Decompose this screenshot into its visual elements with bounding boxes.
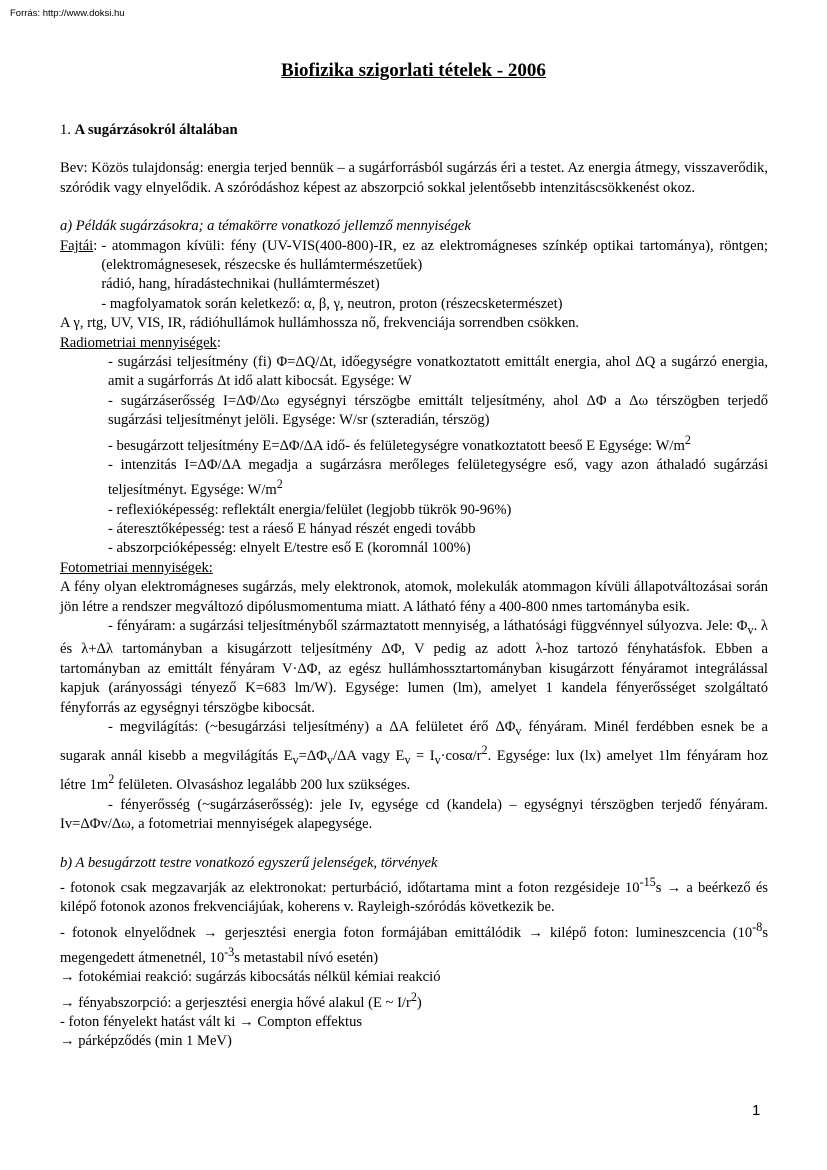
section-heading bbox=[60, 121, 768, 140]
types-list bbox=[101, 237, 768, 315]
list-item: - foton fényelekt hatást vált ki → Compton effektus bbox=[60, 1013, 363, 1030]
list-item: - sugárzáserősség I=ΔΦ/Δω egységnyi térszögbe emittált teljesítmény, ahol ΔΦ a Δω térszögben terjedő sugárzási teljesítményt jelöli. Egysége: W/sr (szteradián, térszög) bbox=[108, 392, 768, 429]
list-item: → fényabszorpció: a gerjesztési energia hővé alakul (E ~ $I/r^2$) bbox=[60, 989, 422, 1011]
radiometric-label: Radiometriai mennyiségek bbox=[60, 334, 217, 351]
page-title: Biofizika szigorlati tételek - 2006 bbox=[281, 60, 546, 81]
types-label: Fajtái bbox=[60, 237, 94, 254]
subsection-b-heading: b) A besugárzott testre vonatkozó egyszerű jelenségek, törvények bbox=[60, 854, 438, 871]
list-item: - fotonok csak megzavarják az elektronokat: perturbáció, időtartama mint a foton rezgésideje $10^{-15}s \to a$ beérkező és kilépő fotonok azonos frekvenciájúak, koherens v. Rayleigh-szóródás következik be. bbox=[60, 874, 768, 916]
list-item: → párképződés (min 1 MeV) bbox=[60, 1033, 232, 1050]
luminous-flux-paragraph: - fényáram: a sugárzási teljesítményből származtatott mennyiség, a láthatósági függvénnyel súlyozva. Jele: $\Phi_v$. λ és λ+Δλ tartományban a kisugárzott teljesítmény ΔΦ, V pedig az adott λ-hoz tartozó fényhatásfok. Ebben a tartományban az emittált fényáram V·ΔΦ, az egész hullámhossztartományban kisugárzott fényáramot integrálással kapjuk (arányossági tényező K=683 lm/W). Egysége: lumen (lm), amelyet 1 kandela fényerősséget szolgáltató fényforrás az egységnyi térszögbe kibocsát. bbox=[60, 618, 768, 716]
subsection-a-heading: a) Példák sugárzásokra; a témakörre vonatkozó jellemző mennyiségek bbox=[60, 218, 471, 235]
page-number: 1 bbox=[752, 1102, 761, 1119]
section-title: A sugárzásokról általában bbox=[74, 122, 238, 138]
illuminance-paragraph: - megvilágítás: (~besugárzási teljesítmény) a ΔA felületet érő $\Delta\Phi_v$ fényáram. Minél ferdébben esnek be a sugarak annál kisebb a megvilágítás $E_v=\Delta\Phi_v/\Delta A$ vagy $E_v = I_v\cdot\cos\alpha/r^2$. Egysége: lux (lx) amelyet 1lm fényáram hoz létre $1m^2$ felületen. Olvasáshoz legalább 200 lux szükséges. bbox=[60, 719, 768, 794]
list-item: - áteresztőképesség: test a ráeső E hányad részét engedi tovább bbox=[108, 521, 476, 538]
list-item: → fotokémiai reakció: sugárzás kibocsátás nélkül kémiai reakció bbox=[60, 969, 441, 986]
list-item: - intenzitás I=ΔΦ/ΔA megadja a sugárzásra merőleges felületegységre eső, vagy azon áthaladó sugárzási teljesítményt. Egysége: $W/m^2$ bbox=[108, 456, 768, 499]
list-item: - fotonok elnyelődnek → gerjesztési energia foton formájában emittálódik → kilépő foton: lumineszcencia ($10^{-8}s$ megengedett átmenetnél, $10^{-3}s$ metastabil nívó esetén) bbox=[60, 919, 768, 966]
document-body bbox=[60, 121, 768, 1052]
list-item: - abszorpcióképesség: elnyelt E/testre eső E (koromnál 100%) bbox=[108, 540, 471, 557]
photometric-heading: Fotometriai mennyiségek: bbox=[60, 559, 213, 576]
list-item: - magfolyamatok során keletkező: α, β, γ, neutron, proton (részecsketermészet) bbox=[101, 295, 563, 312]
list-item: - atommagon kívüli: fény (UV-VIS(400-800)-IR, ez az elektromágneses színkép optikai tartománya), röntgen; (elektromágnesesek, részecske és hullámtermészetűek) bbox=[101, 237, 768, 274]
section-number: 1. bbox=[60, 122, 75, 138]
types-label-wrap: Fajtái: bbox=[60, 237, 98, 254]
list-item: - sugárzási teljesítmény (fi) Φ=ΔQ/Δt, időegységre vonatkoztatott emittált energia, ahol ΔQ a sugárzó energia, amit a sugárforrás Δt idő alatt kibocsát. Egysége: W bbox=[108, 354, 768, 390]
intro-paragraph: Bev: Közös tulajdonság: energia terjed bennük – a sugárforrásból sugárzás éri a testet. Az energia átmegy, visszaverődik, szóródik vagy elnyelődik. A szóródáshoz képest az abszorpció sokkal jelentősebb intenzitáscsökkenést okoz. bbox=[60, 160, 768, 196]
types-block bbox=[60, 237, 768, 315]
list-item: - besugárzott teljesítmény E=ΔΦ/ΔA idő- és felületegységre vonatkoztatott beeső E Egysége: $W/m^2$ bbox=[108, 432, 691, 454]
list-item: rádió, hang, híradástechnikai (hullámtermészet) bbox=[101, 276, 380, 293]
source-line: Forrás: http://www.doksi.hu bbox=[10, 8, 125, 19]
wavelength-order: A γ, rtg, UV, VIS, IR, rádióhullámok hullámhossza nő, frekvenciája sorrendben csökken. bbox=[60, 315, 580, 332]
radiometric-heading: Radiometriai mennyiségek: bbox=[60, 334, 221, 351]
photometric-intro: A fény olyan elektromágneses sugárzás, mely elektronok, atomok, molekulák atommagon kívüli állapotváltozásai során jön létre a rendszer megváltozó dipólusmomentuma miatt. A látható fény a 400-800 nmes tartományba esik. bbox=[60, 579, 768, 615]
luminous-intensity-paragraph: - fényerősség (~sugárzáserősség): jele Iv, egysége cd (kandela) – egységnyi térszögben terjedő fényáram. Iv=ΔΦv/Δω, a fotometriai mennyiségek alapegysége. bbox=[60, 796, 768, 833]
list-item: - reflexióképesség: reflektált energia/felület (legjobb tükrök 90-96%) bbox=[108, 501, 512, 518]
